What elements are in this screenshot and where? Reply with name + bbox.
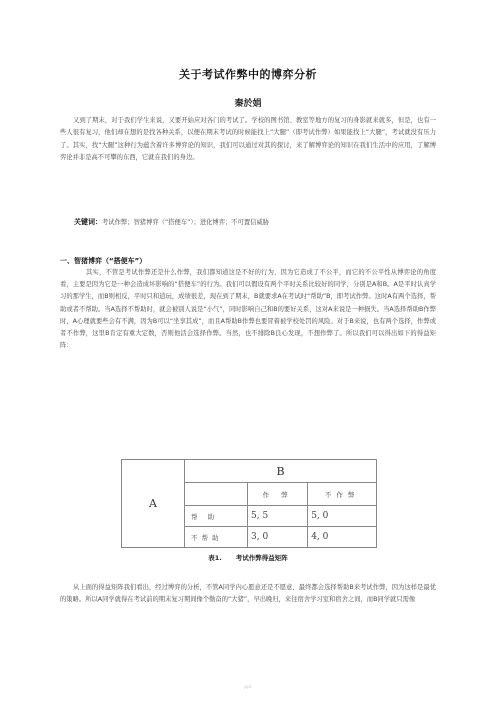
table-caption-number: 表1. xyxy=(208,554,222,562)
table-caption-text: 考试作弊得益矩阵 xyxy=(235,554,288,562)
col-player-label: B xyxy=(185,460,377,483)
section-paragraph: 其实，不管是考试作弊还是什么作弊，我们都知道这是不好的行为，因为它造成了不公平，而它的不公平性从博弈论的角度看，主要是因为它是一种会造成坏影响的“搭便车”的行为。我们可以假设有两个平时关系比较好的同学，分别是A和B。A是平时认真学习的那学生，而B则相反，平时只和逍玩，成绩很差，现在到了期末，B就要求A在考试时“帮助”B，即考试作弊。这时A有两个选择，帮助或者不帮助。当A选择不帮助时，就会被别人说是“小气”，同时影响自己和B的要好关系，这对A来说是一种损失。当A选择帮助B作弊时，A心理就要些会有不满，因为B可以“坐享其成”，而且A帮助B作弊也要冒着被学校处罚的风险。对于B来说，也有两个选择，作弊或者不作弊，这里B肯定有重大定数，否则他活会选择作弊。当然，也不排除B良心发现，不想作弊了。所以我们可以得出如下的得益矩阵： xyxy=(60,269,436,350)
document-title: 关于考试作弊中的博弈分析 xyxy=(179,68,317,81)
page-footer: ppt xyxy=(244,685,252,690)
payoff-matrix-table xyxy=(121,459,377,548)
matrix-cell: 3, 0 xyxy=(248,527,308,548)
matrix-cell: 4, 0 xyxy=(308,527,377,548)
row-label-no-help: 不帮助 xyxy=(185,527,248,548)
col-header-cheat: 作 弊 xyxy=(248,483,308,506)
matrix-cell: 5, 5 xyxy=(248,506,308,527)
col-header-no-cheat: 不作弊 xyxy=(308,483,377,506)
author-name: 秦於娟 xyxy=(234,99,262,109)
matrix-cell: 5, 0 xyxy=(308,506,377,527)
keywords-line xyxy=(74,216,436,229)
keywords-label: 关键词： xyxy=(74,218,102,226)
section-heading: 一、智猪博弈（“搭便车”） xyxy=(60,257,147,265)
abstract-paragraph: 又到了期末，对于我们学生来说，又要开始应对各门的考试了。学校的图书馆、教室等地方的复习的身影就来就多，但是，也有一些人很有复习，他们却在想的是找各种关系，以便在期末考试的时候能找上“大腿”（即考试作弊）如果能找上“大腿”，考试就没有压力了。其实，找“大腿”这种行为蕴含着许多博弈论的知识，我们可以通过对其的探讨，来了解博弈论的知识在我们生活中的应用，了解博弈论并非是高不可攀的东西，它就在我们的身边。 xyxy=(60,117,436,161)
continuation-paragraph: 从上面的得益矩阵我们看出，经过博弈的分析，不管A同学内心愿意还是不愿意，最终都会选择帮助B来考试作弊，因为这样是最优的策略。所以A同学就得在考试前的期末复习期间像个勤奋的“大猪”，早出晚归，来往宿舍学习室和宿舍之间，而B同学就只需像 xyxy=(60,584,436,604)
matrix-corner-cell xyxy=(185,483,248,506)
table-caption xyxy=(0,553,496,562)
row-player-label: A xyxy=(122,460,185,548)
row-label-help: 帮 助 xyxy=(185,506,248,527)
keywords-text: 考试作弊；智猪博弈（“搭便车”）；进化博弈；不可置信威胁 xyxy=(102,219,270,226)
